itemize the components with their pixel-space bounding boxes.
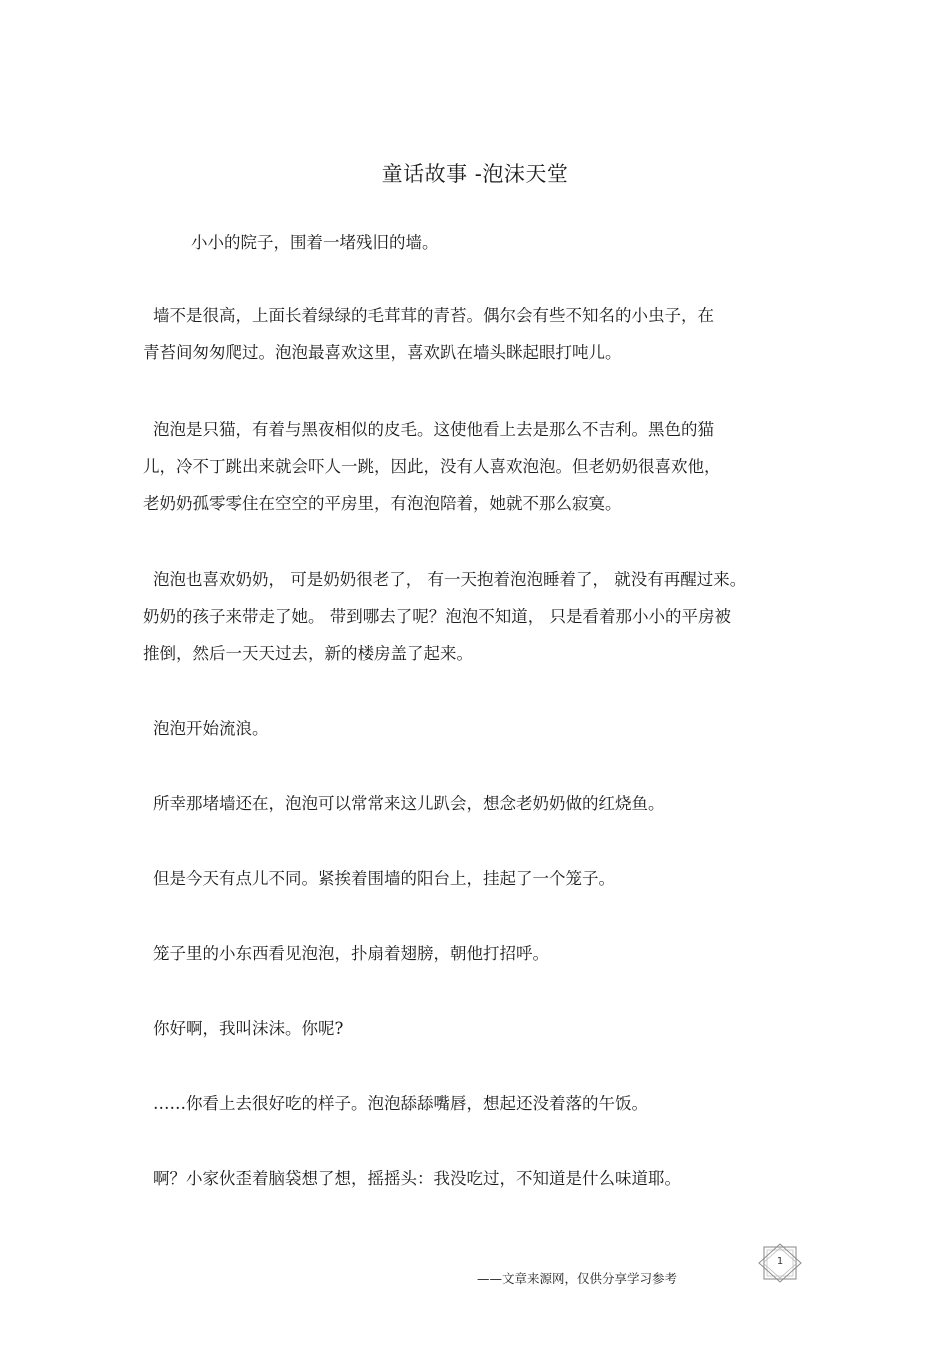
- paragraph-11: [143, 1160, 803, 1197]
- paragraph-line: ……你看上去很好吃的样子。泡泡舔舔嘴唇，想起还没着落的午饭。: [153, 1094, 648, 1113]
- paragraph-1: [143, 224, 803, 261]
- paragraph-line: 泡泡也喜欢奶奶， 可是奶奶很老了， 有一天抱着泡泡睡着了， 就没有再醒过来。: [153, 570, 747, 589]
- paragraph-8: [143, 935, 803, 972]
- paragraph-9: [143, 1010, 803, 1047]
- paragraph-5: [143, 710, 803, 747]
- paragraph-line: 墙不是很高，上面长着绿绿的毛茸茸的青苔。偶尔会有些不知名的小虫子，在: [153, 306, 714, 325]
- paragraph-line: 小小的院子，围着一堵残旧的墙。: [191, 233, 439, 252]
- page-number: 1: [776, 1256, 784, 1267]
- paragraph-6: [143, 785, 803, 822]
- paragraph-line: 所幸那堵墙还在，泡泡可以常常来这儿趴会，想念老奶奶做的红烧鱼。: [153, 794, 665, 813]
- paragraph-line: 老奶奶孤零零住在空空的平房里，有泡泡陪着，她就不那么寂寞。: [143, 494, 622, 513]
- paragraph-line: 啊？小家伙歪着脑袋想了想，摇摇头：我没吃过，不知道是什么味道耶。: [153, 1169, 681, 1188]
- paragraph-3: [143, 411, 803, 522]
- document-title: 童话故事 -泡沫天堂: [381, 162, 569, 186]
- paragraph-line: 泡泡是只猫，有着与黑夜相似的皮毛。这使他看上去是那么不吉利。黑色的猫: [153, 420, 714, 439]
- paragraph-line: 但是今天有点儿不同。紧挨着围墙的阳台上，挂起了一个笼子。: [153, 869, 615, 888]
- paragraph-7: [143, 860, 803, 897]
- paragraph-line: 你好啊，我叫沫沫。你呢?: [153, 1019, 344, 1038]
- paragraph-line: 青苔间匆匆爬过。泡泡最喜欢这里，喜欢趴在墙头眯起眼打吨儿。: [143, 343, 622, 362]
- paragraph-2: [143, 297, 803, 371]
- paragraph-4: [143, 561, 803, 672]
- page-number-badge: [756, 1243, 804, 1283]
- paragraph-line: 笼子里的小东西看见泡泡，扑扇着翅膀，朝他打招呼。: [153, 944, 549, 963]
- paragraph-line: 泡泡开始流浪。: [153, 719, 269, 738]
- paragraph-10: [143, 1085, 803, 1122]
- paragraph-line: 儿，冷不丁跳出来就会吓人一跳，因此，没有人喜欢泡泡。但老奶奶很喜欢他，: [143, 457, 721, 476]
- paragraph-line: 推倒，然后一天天过去，新的楼房盖了起来。: [143, 644, 473, 663]
- footer-source-note: ——文章来源网，仅供分享学习参考: [477, 1271, 678, 1286]
- paragraph-line: 奶奶的孩子来带走了她。 带到哪去了呢？泡泡不知道， 只是看着那小小的平房被: [143, 607, 731, 626]
